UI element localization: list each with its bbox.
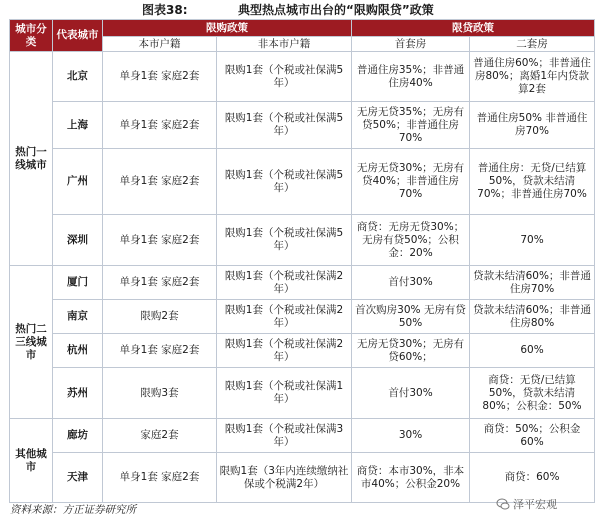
first-home-cell: 首付30% [352,266,470,300]
watermark-text: 泽平宏观 [513,498,557,511]
header-first-home: 首套房 [352,37,470,52]
header-nonlocal: 非本市户籍 [217,37,352,52]
first-home-cell: 30% [352,419,470,453]
second-home-cell: 商贷：60% [470,453,595,503]
group-label: 其他城市 [10,419,53,503]
city-cell: 上海 [53,102,103,149]
local-cell: 单身1套 家庭2套 [103,266,217,300]
nonlocal-cell: 限购1套（个税或社保满2年） [217,300,352,334]
city-cell: 北京 [53,52,103,102]
group-label: 热门一线城市 [10,52,53,266]
first-home-cell: 首付30% [352,368,470,419]
table-row [10,368,595,419]
city-cell: 深圳 [53,215,103,266]
city-cell: 南京 [53,300,103,334]
header-city-class: 城市分类 [10,20,53,52]
header-local: 本市户籍 [103,37,217,52]
table-row [10,102,595,149]
table-row [10,215,595,266]
figure-number: 图表38: [142,3,188,17]
nonlocal-cell: 限购1套（个税或社保满5年） [217,52,352,102]
header-second-home: 二套房 [470,37,595,52]
nonlocal-cell: 限购1套（个税或社保满1年） [217,368,352,419]
table-row [10,266,595,300]
local-cell: 单身1套 家庭2套 [103,453,217,503]
local-cell: 单身1套 家庭2套 [103,149,217,215]
figure-title [0,0,600,20]
watermark [496,496,557,512]
local-cell: 单身1套 家庭2套 [103,334,217,368]
second-home-cell: 商贷：无贷/已结算50%，贷款未结清80%；公积金：50% [470,368,595,419]
wechat-icon [496,497,510,511]
nonlocal-cell: 限购1套（个税或社保满5年） [217,102,352,149]
nonlocal-cell: 限购1套（3年内连续缴纳社保或个税满2年） [217,453,352,503]
local-cell: 单身1套 家庭2套 [103,102,217,149]
second-home-cell: 70% [470,215,595,266]
city-cell: 廊坊 [53,419,103,453]
nonlocal-cell: 限购1套（个税或社保满5年） [217,149,352,215]
city-cell: 杭州 [53,334,103,368]
local-cell: 单身1套 家庭2套 [103,215,217,266]
city-cell: 苏州 [53,368,103,419]
city-cell: 天津 [53,453,103,503]
second-home-cell: 60% [470,334,595,368]
nonlocal-cell: 限购1套（个税或社保满5年） [217,215,352,266]
first-home-cell: 首次购房30% 无房有贷50% [352,300,470,334]
first-home-cell: 商贷：无房无贷30%；无房有贷50%；公积金：20% [352,215,470,266]
second-home-cell: 普通住房：无贷/已结算50%，贷款未结清70%；非普通住房70% [470,149,595,215]
header-rep-city: 代表城市 [53,20,103,52]
local-cell: 限购2套 [103,300,217,334]
first-home-cell: 普通住房35%；非普通住房40% [352,52,470,102]
first-home-cell: 无房无贷35%；无房有贷50%；非普通住房70% [352,102,470,149]
nonlocal-cell: 限购1套（个税或社保满3年） [217,419,352,453]
city-cell: 厦门 [53,266,103,300]
table-row [10,300,595,334]
source-note: 资料来源：方正证券研究所 [10,504,136,516]
second-home-cell: 普通住房60%；非普通住房80%；离婚1年内贷款算2套 [470,52,595,102]
local-cell: 单身1套 家庭2套 [103,52,217,102]
first-home-cell: 无房无贷30%；无房有贷60%； [352,334,470,368]
header-purchase-policy: 限购政策 [103,20,352,37]
nonlocal-cell: 限购1套（个税或社保满2年） [217,266,352,300]
second-home-cell: 商贷：50%；公积金60% [470,419,595,453]
header-loan-policy: 限贷政策 [352,20,595,37]
table-row [10,334,595,368]
table-row [10,453,595,503]
second-home-cell: 贷款未结清60%；非普通住房70% [470,266,595,300]
policy-table [9,19,595,503]
second-home-cell: 贷款未结清60%；非普通住房80% [470,300,595,334]
local-cell: 限购3套 [103,368,217,419]
second-home-cell: 普通住房50% 非普通住房70% [470,102,595,149]
table-row [10,419,595,453]
figure-caption: 典型热点城市出台的“限购限贷”政策 [238,3,434,17]
group-label: 热门二三线城市 [10,266,53,419]
local-cell: 家庭2套 [103,419,217,453]
nonlocal-cell: 限购1套（个税或社保满2年） [217,334,352,368]
table-row [10,149,595,215]
first-home-cell: 无房无贷30%；无房有贷40%；非普通住房70% [352,149,470,215]
city-cell: 广州 [53,149,103,215]
table-row [10,52,595,102]
first-home-cell: 商贷：本市30%，非本市40%；公积金20% [352,453,470,503]
